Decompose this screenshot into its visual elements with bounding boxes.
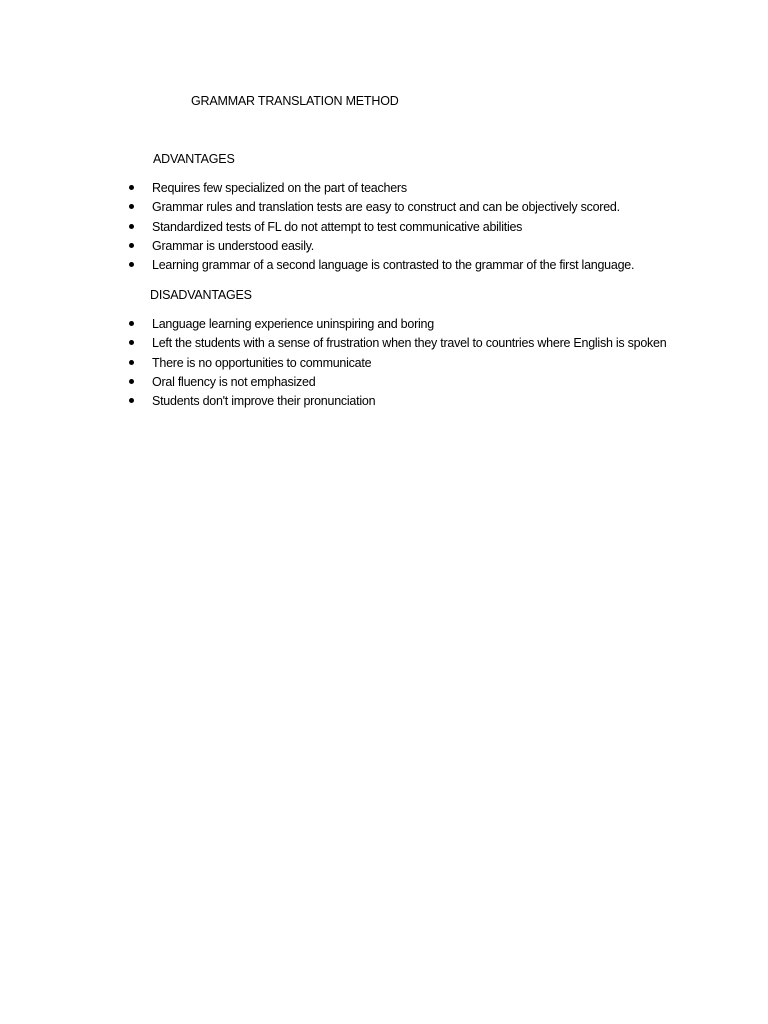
bullet-icon <box>129 224 134 229</box>
bullet-icon <box>129 340 134 345</box>
bullet-icon <box>129 321 134 326</box>
bullet-icon <box>129 262 134 267</box>
bullet-icon <box>129 360 134 365</box>
bullet-icon <box>129 379 134 384</box>
list-item-text: Left the students with a sense of frustration when they travel to countries where English is spoken <box>152 336 667 351</box>
bullet-icon <box>129 398 134 403</box>
disadvantages-heading: DISADVANTAGES <box>150 288 252 302</box>
list-item-text: Grammar rules and translation tests are easy to construct and can be objectively scored. <box>152 200 620 215</box>
bullet-icon <box>129 204 134 209</box>
list-item-text: Standardized tests of FL do not attempt to test communicative abilities <box>152 219 523 234</box>
advantages-heading: ADVANTAGES <box>153 152 235 166</box>
bullet-icon <box>129 185 134 190</box>
list-item-text: There is no opportunities to communicate <box>152 355 372 370</box>
list-item-text: Grammar is understood easily. <box>152 238 315 253</box>
list-item-text: Language learning experience uninspiring and boring <box>152 317 434 331</box>
list-item-text: Oral fluency is not emphasized <box>152 374 316 389</box>
page-title: GRAMMAR TRANSLATION METHOD <box>191 94 399 108</box>
bullet-icon <box>129 243 134 248</box>
list-item-text: Requires few specialized on the part of teachers <box>152 181 407 195</box>
list-item-text: Students don't improve their pronunciation <box>152 394 376 409</box>
list-item-text: Learning grammar of a second language is contrasted to the grammar of the first language. <box>152 258 635 273</box>
